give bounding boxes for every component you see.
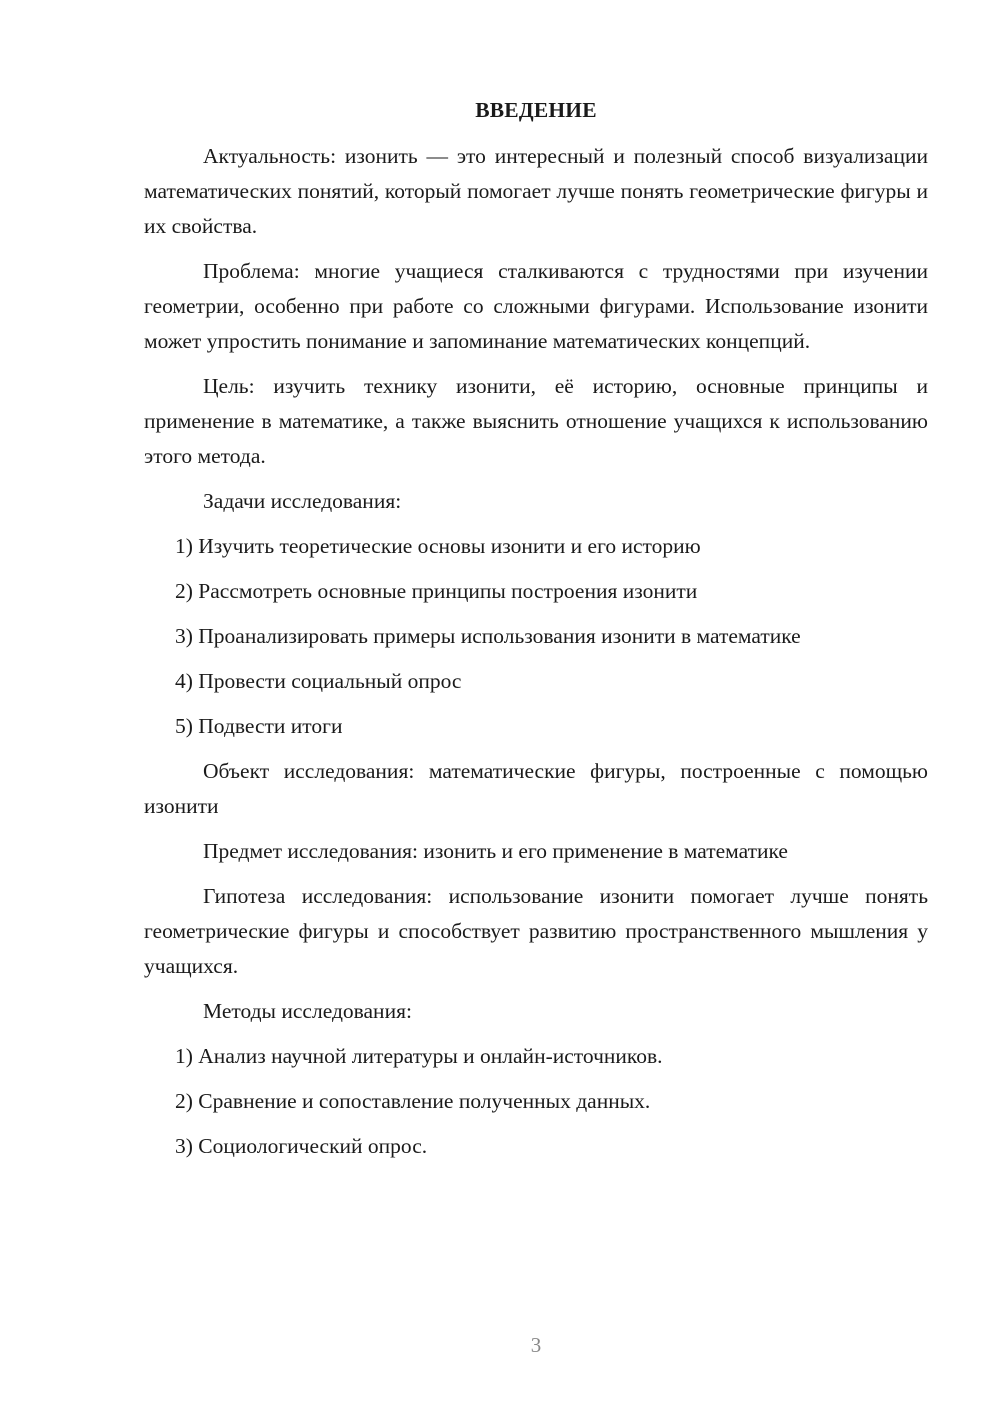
hypothesis-paragraph: Гипотеза исследования: использование изонити помогает лучше понять геометрические фигуры и способствует развитию пространственного мышления у учащихся.: [144, 884, 928, 978]
methods-label: Методы исследования:: [203, 999, 412, 1023]
relevance-paragraph: Актуальность: изонить — это интересный и полезный способ визуализации математических понятий, который помогает лучше понять геометрические фигуры и их свойства.: [144, 144, 928, 238]
task-item: 3) Проанализировать примеры использования изонити в математике: [175, 624, 801, 648]
method-item: 3) Социологический опрос.: [175, 1134, 428, 1158]
object-paragraph: Объект исследования: математические фигуры, построенные с помощью изонити: [144, 759, 928, 818]
subject-paragraph: Предмет исследования: изонить и его применение в математике: [203, 839, 788, 863]
tasks-list: [144, 529, 928, 744]
methods-list: [144, 1039, 928, 1164]
problem-paragraph: Проблема: многие учащиеся сталкиваются с трудностями при изучении геометрии, особенно при работе со сложными фигурами. Использование изонити может упростить понимание и запоминание математических концепций.: [144, 259, 928, 353]
page-number: 3: [530, 1333, 542, 1357]
task-item: 5) Подвести итоги: [175, 714, 343, 738]
tasks-label: Задачи исследования:: [203, 489, 402, 513]
goal-paragraph: Цель: изучить технику изонити, её историю, основные принципы и применение в математике, а также выяснить отношение учащихся к использованию этого метода.: [144, 374, 928, 468]
document-page: [144, 95, 928, 1174]
method-item: 1) Анализ научной литературы и онлайн-источников.: [175, 1044, 663, 1068]
method-item: 2) Сравнение и сопоставление полученных данных.: [175, 1089, 651, 1113]
task-item: 2) Рассмотреть основные принципы построения изонити: [175, 579, 698, 603]
section-heading: ВВЕДЕНИЕ: [475, 98, 597, 122]
task-item: 1) Изучить теоретические основы изонити и его историю: [175, 534, 701, 558]
task-item: 4) Провести социальный опрос: [175, 669, 462, 693]
